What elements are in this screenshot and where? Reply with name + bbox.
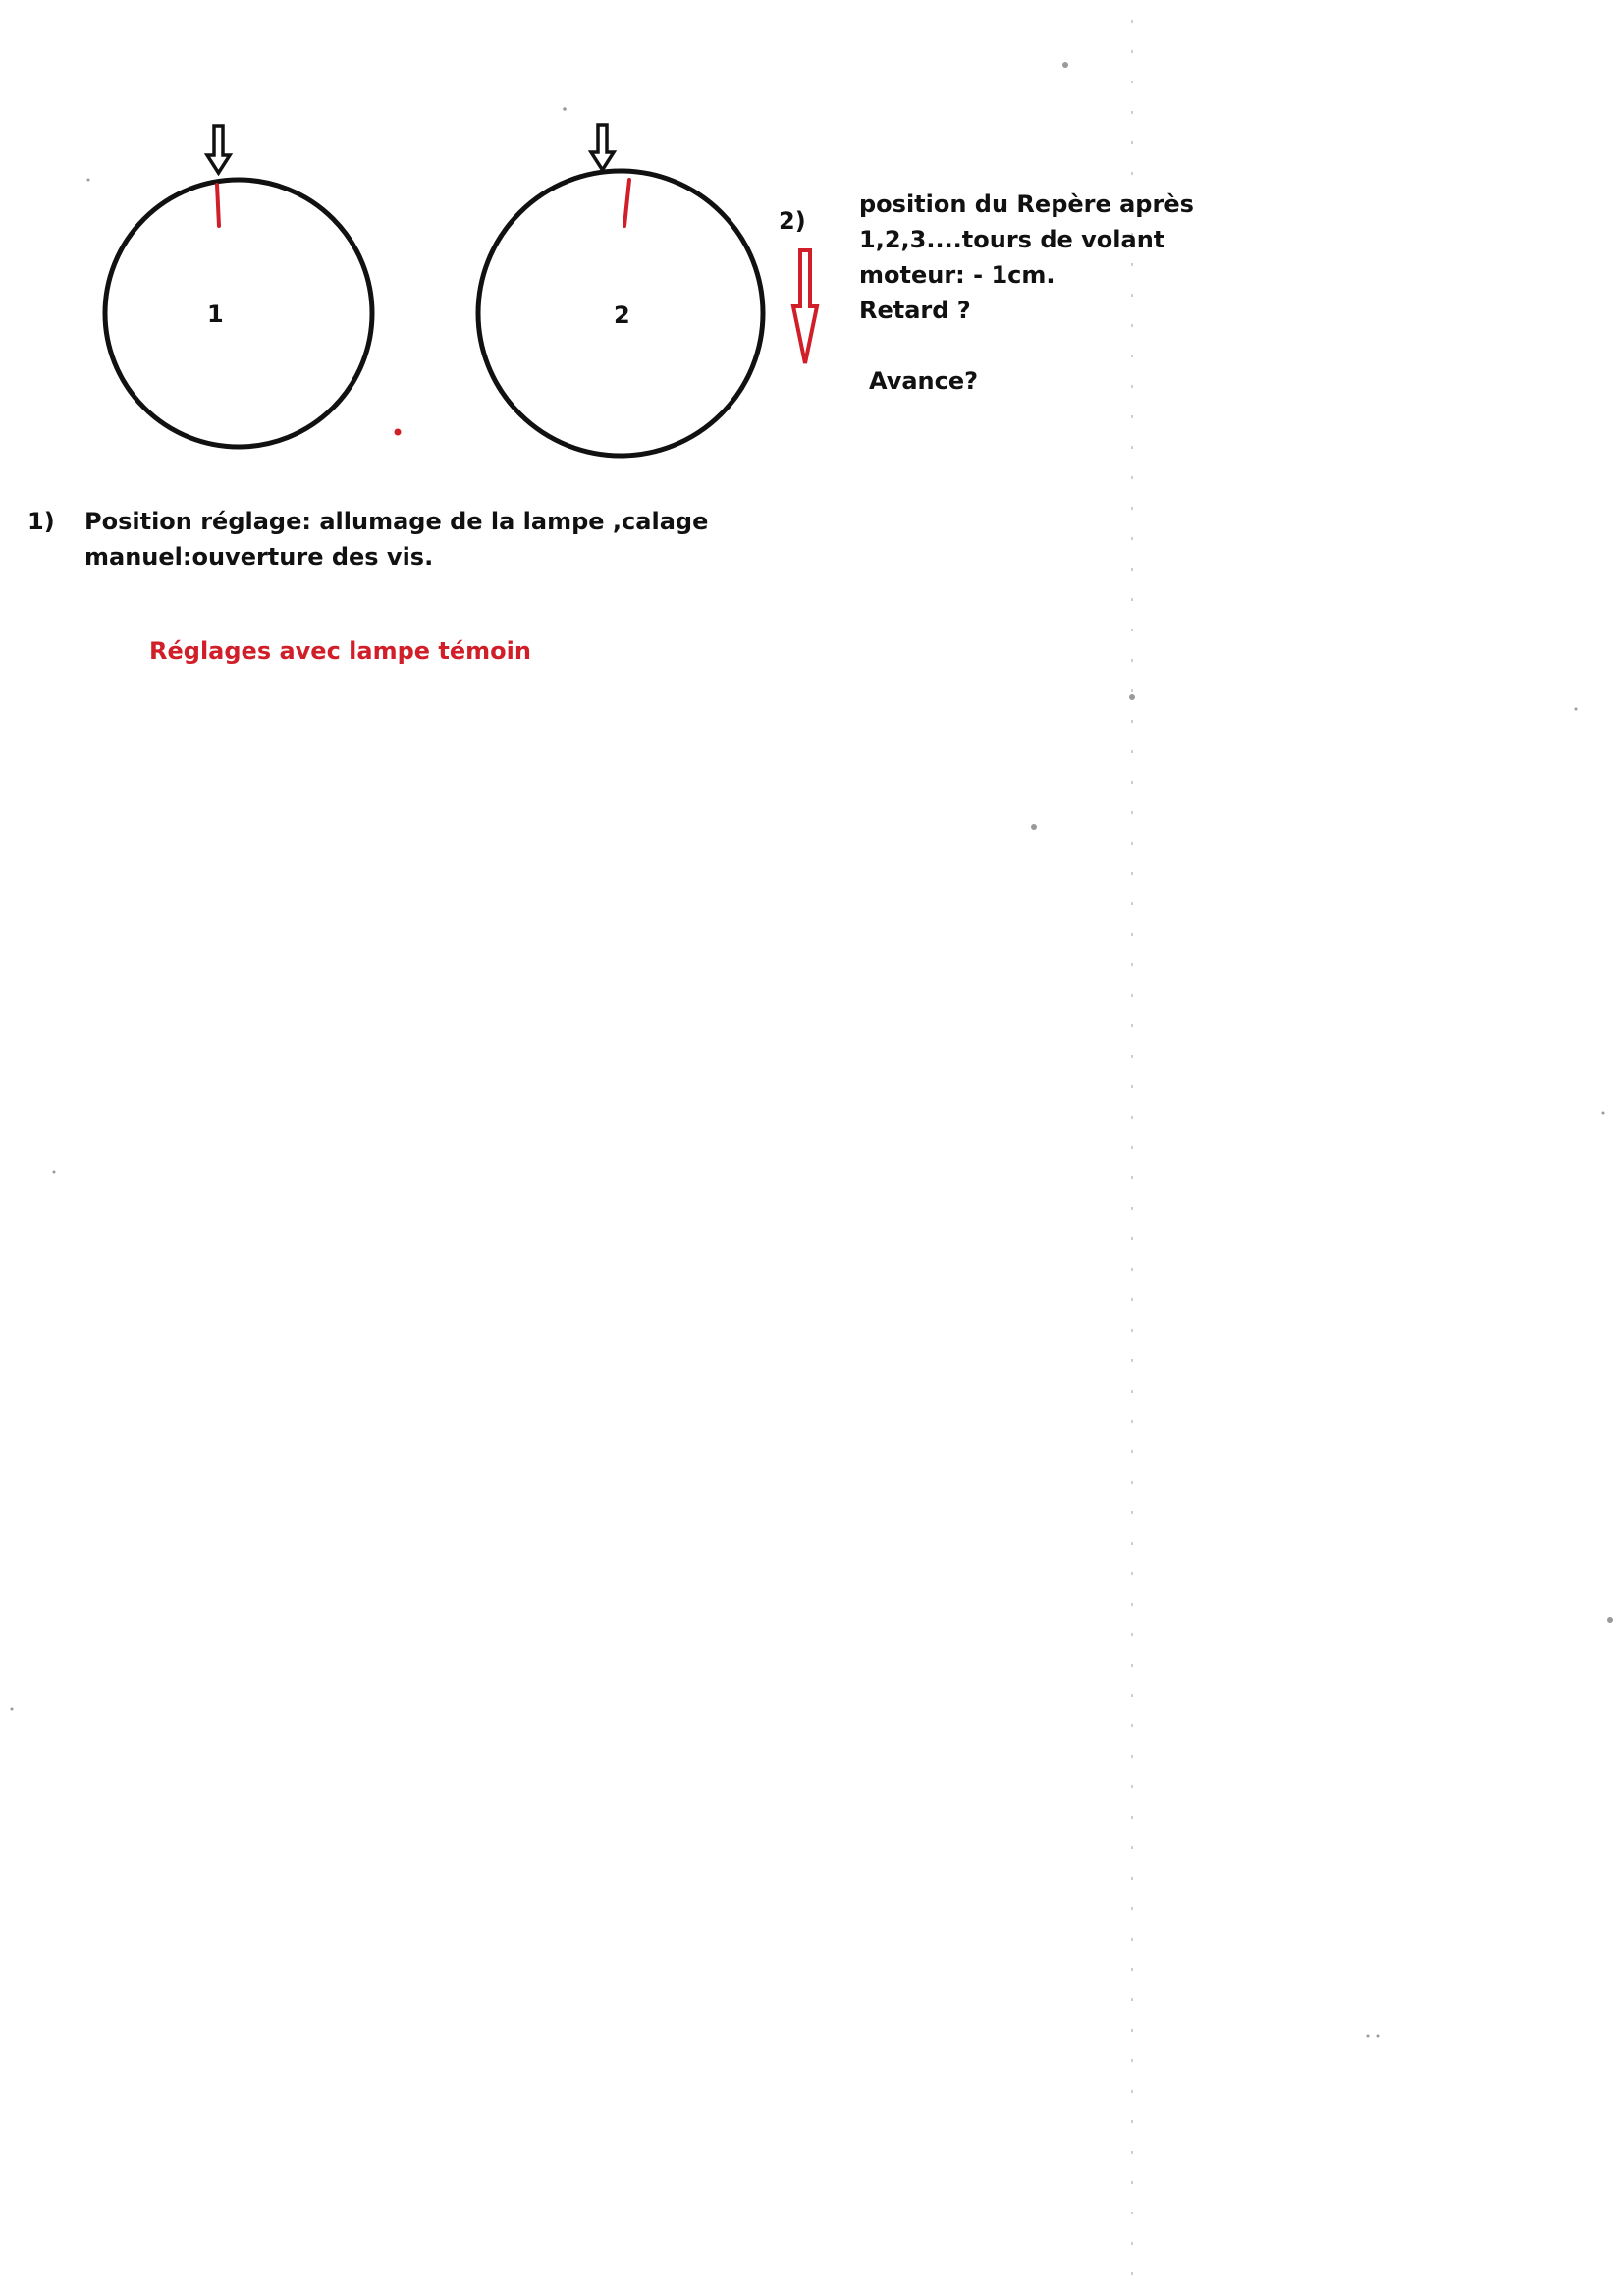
dial-1-label: 1 <box>207 301 224 328</box>
note-2-line-4: Retard ? <box>859 297 971 324</box>
note-2-line-3: moteur: - 1cm. <box>859 261 1056 289</box>
scan-specks <box>11 62 1614 2296</box>
red-dot <box>395 429 402 436</box>
dial-2-down-arrow-icon <box>591 125 614 170</box>
dial-1-down-arrow-icon <box>207 126 230 173</box>
note-1-line-1: Position réglage: allumage de la lampe ,calage <box>84 508 709 535</box>
red-down-arrow-icon <box>793 250 817 363</box>
dial-2-red-mark <box>624 180 629 226</box>
note-2-line-1: position du Repère après <box>859 191 1194 218</box>
dial-1 <box>105 126 372 447</box>
note-2-number: 2) <box>779 207 806 235</box>
caption: Réglages avec lampe témoin <box>149 637 531 665</box>
dial-2 <box>478 125 763 456</box>
note-2-line-2: 1,2,3....tours de volant <box>859 226 1165 253</box>
note-1-line-2: manuel:ouverture des vis. <box>84 543 434 571</box>
note-2-question: Avance? <box>869 367 979 395</box>
dial-1-circle <box>105 180 372 447</box>
dial-1-red-mark <box>217 185 219 226</box>
dial-2-label: 2 <box>614 301 630 329</box>
note-1-number: 1) <box>27 508 55 535</box>
